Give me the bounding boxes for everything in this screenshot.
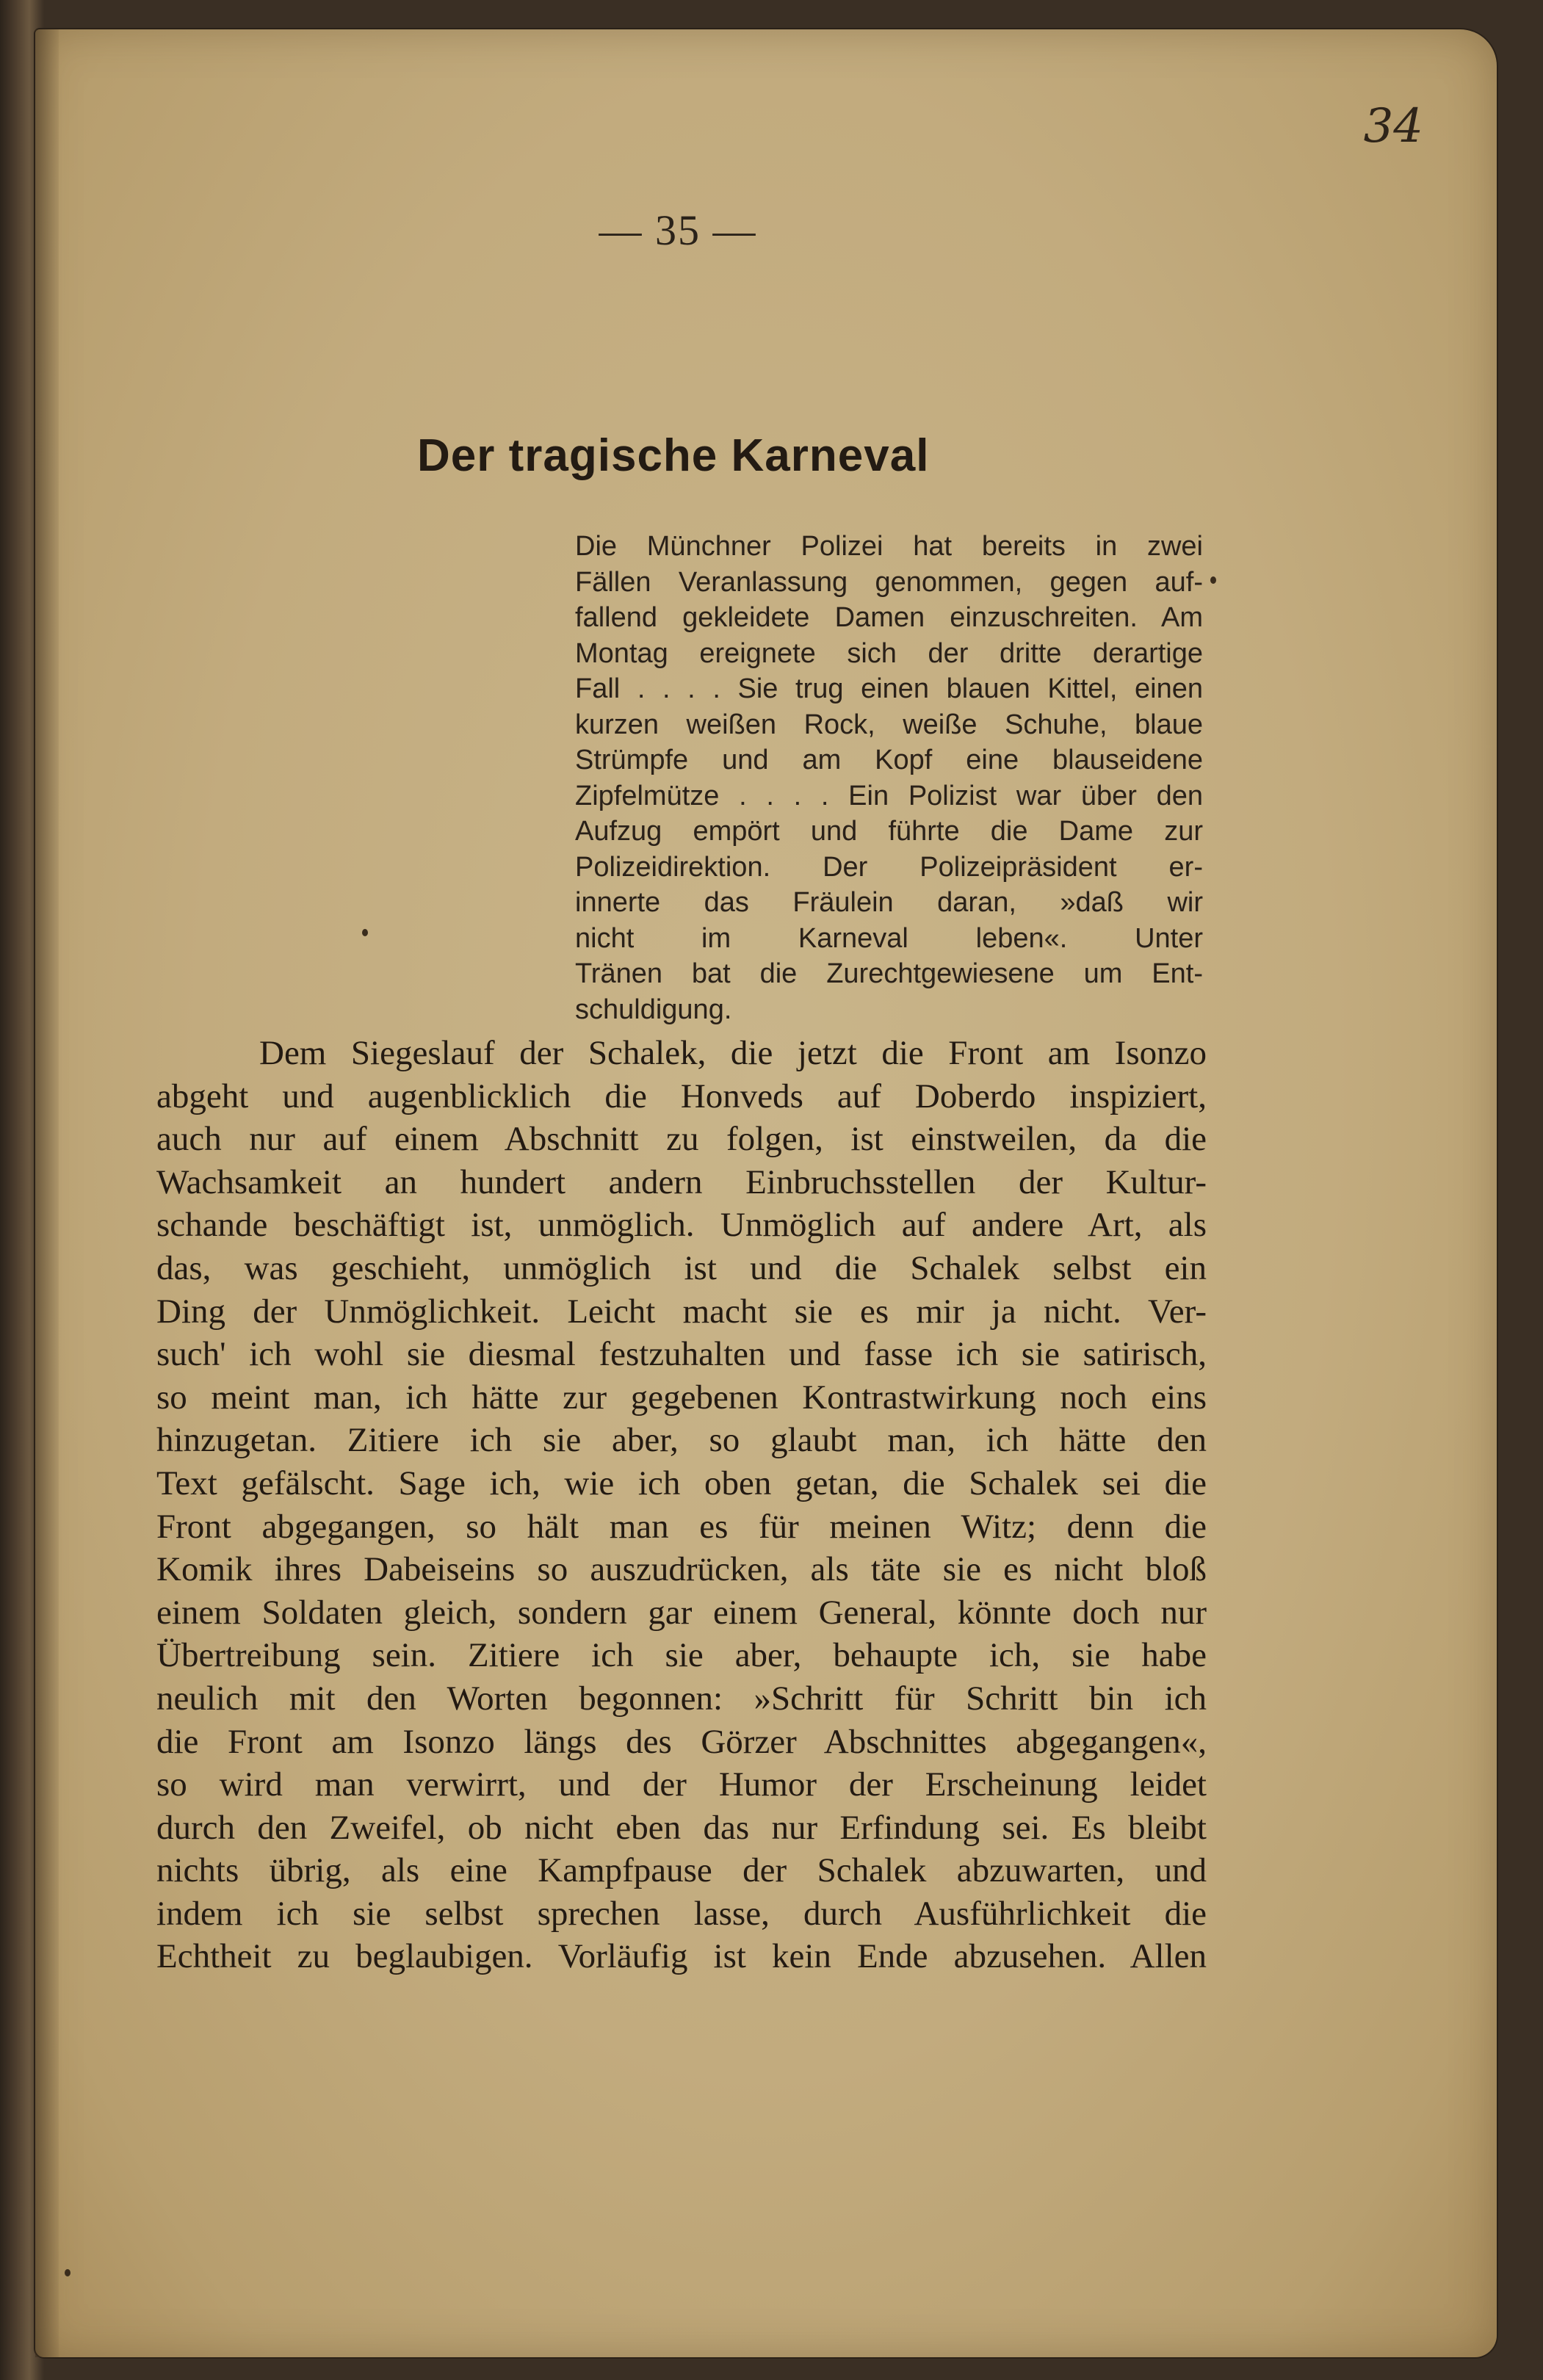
ink-speck bbox=[362, 929, 368, 936]
epigraph-line: Aufzug empört und führte die Dame zur bbox=[575, 816, 1203, 847]
body-line: auch nur auf einem Abschnitt zu folgen, ist einstweilen, da die bbox=[156, 1120, 1207, 1159]
body-line: Dem Siegeslauf der Schalek, die jetzt die Front am Isonzo bbox=[259, 1034, 1207, 1072]
epigraph-line: innerte das Fräulein daran, »daß wir bbox=[575, 887, 1203, 918]
epigraph-line: nicht im Karneval leben«. Unter bbox=[575, 922, 1203, 954]
body-line: Komik ihres Dabeiseins so auszudrücken, als täte sie es nicht bloß bbox=[156, 1550, 1207, 1589]
body-line: Echtheit zu beglaubigen. Vorläufig ist kein Ende abzusehen. Allen bbox=[156, 1937, 1207, 1976]
body-line: einem Soldaten gleich, sondern gar einem General, könnte doch nur bbox=[156, 1593, 1207, 1632]
book-spine-shadow bbox=[35, 29, 59, 2357]
body-line: neulich mit den Worten begonnen: »Schritt für Schritt bin ich bbox=[156, 1679, 1207, 1718]
body-line: so wird man verwirrt, und der Humor der Erscheinung leidet bbox=[156, 1765, 1207, 1804]
ink-speck bbox=[65, 2269, 71, 2276]
epigraph-line: Tränen bat die Zurechtgewiesene um Ent- bbox=[575, 958, 1203, 989]
body-paragraph bbox=[156, 1032, 1207, 1978]
epigraph-line: Fällen Veranlassung genommen, gegen auf- bbox=[575, 566, 1203, 598]
body-line: das, was geschieht, unmöglich ist und die Schalek selbst ein bbox=[156, 1248, 1207, 1287]
body-line: abgeht und augenblicklich die Honveds auf Doberdo inspiziert, bbox=[156, 1077, 1207, 1115]
body-line: hinzugetan. Zitiere ich sie aber, so glaubt man, ich hätte den bbox=[156, 1421, 1207, 1460]
paper-sheet bbox=[35, 29, 1497, 2357]
body-line: Wachsamkeit an hundert andern Einbruchsstellen der Kultur- bbox=[156, 1162, 1207, 1201]
ink-speck bbox=[1210, 576, 1216, 584]
body-line: durch den Zweifel, ob nicht eben das nur Erfindung sei. Es bleibt bbox=[156, 1808, 1207, 1847]
body-line: such' ich wohl sie diesmal festzuhalten und fasse ich sie satirisch, bbox=[156, 1335, 1207, 1374]
epigraph-line: Fall . . . . Sie trug einen blauen Kittel, einen bbox=[575, 673, 1203, 704]
body-line: indem ich sie selbst sprechen lasse, durch Ausführlichkeit die bbox=[156, 1894, 1207, 1933]
handwritten-folio-number: 34 bbox=[1363, 99, 1423, 153]
body-line: Text gefälscht. Sage ich, wie ich oben getan, die Schalek sei die bbox=[156, 1464, 1207, 1502]
body-line: nichts übrig, als eine Kampfpause der Schalek abzuwarten, und bbox=[156, 1851, 1207, 1890]
epigraph-line: Strümpfe und am Kopf eine blauseidene bbox=[575, 745, 1203, 775]
body-line: Front abgegangen, so hält man es für meinen Witz; denn die bbox=[156, 1507, 1207, 1546]
body-line: so meint man, ich hätte zur gegebenen Kontrastwirkung noch eins bbox=[156, 1378, 1207, 1417]
epigraph-line: fallend gekleidete Damen einzuschreiten. Am bbox=[575, 602, 1203, 633]
body-line: Übertreibung sein. Zitiere ich sie aber, behaupte ich, sie habe bbox=[156, 1636, 1207, 1675]
page-number: — 35 — bbox=[599, 206, 757, 254]
body-line: die Front am Isonzo längs des Görzer Abschnittes abgegangen«, bbox=[156, 1722, 1207, 1761]
epigraph-line: Polizeidirektion. Der Polizeipräsident er- bbox=[575, 851, 1203, 883]
epigraph-line: Montag ereignete sich der dritte derartige bbox=[575, 637, 1203, 669]
body-line: Ding der Unmöglichkeit. Leicht macht sie es mir ja nicht. Ver- bbox=[156, 1292, 1207, 1331]
epigraph-line: kurzen weißen Rock, weiße Schuhe, blaue bbox=[575, 709, 1203, 740]
body-line: schande beschäftigt ist, unmöglich. Unmöglich auf andere Art, als bbox=[156, 1206, 1207, 1245]
epigraph-line: Zipfelmütze . . . . Ein Polizist war über den bbox=[575, 780, 1203, 811]
epigraph-line: Die Münchner Polizei hat bereits in zwei bbox=[575, 531, 1203, 562]
article-title: Der tragische Karneval bbox=[417, 430, 930, 481]
epigraph-quote bbox=[575, 529, 1203, 1027]
epigraph-line: schuldigung. bbox=[575, 994, 732, 1025]
